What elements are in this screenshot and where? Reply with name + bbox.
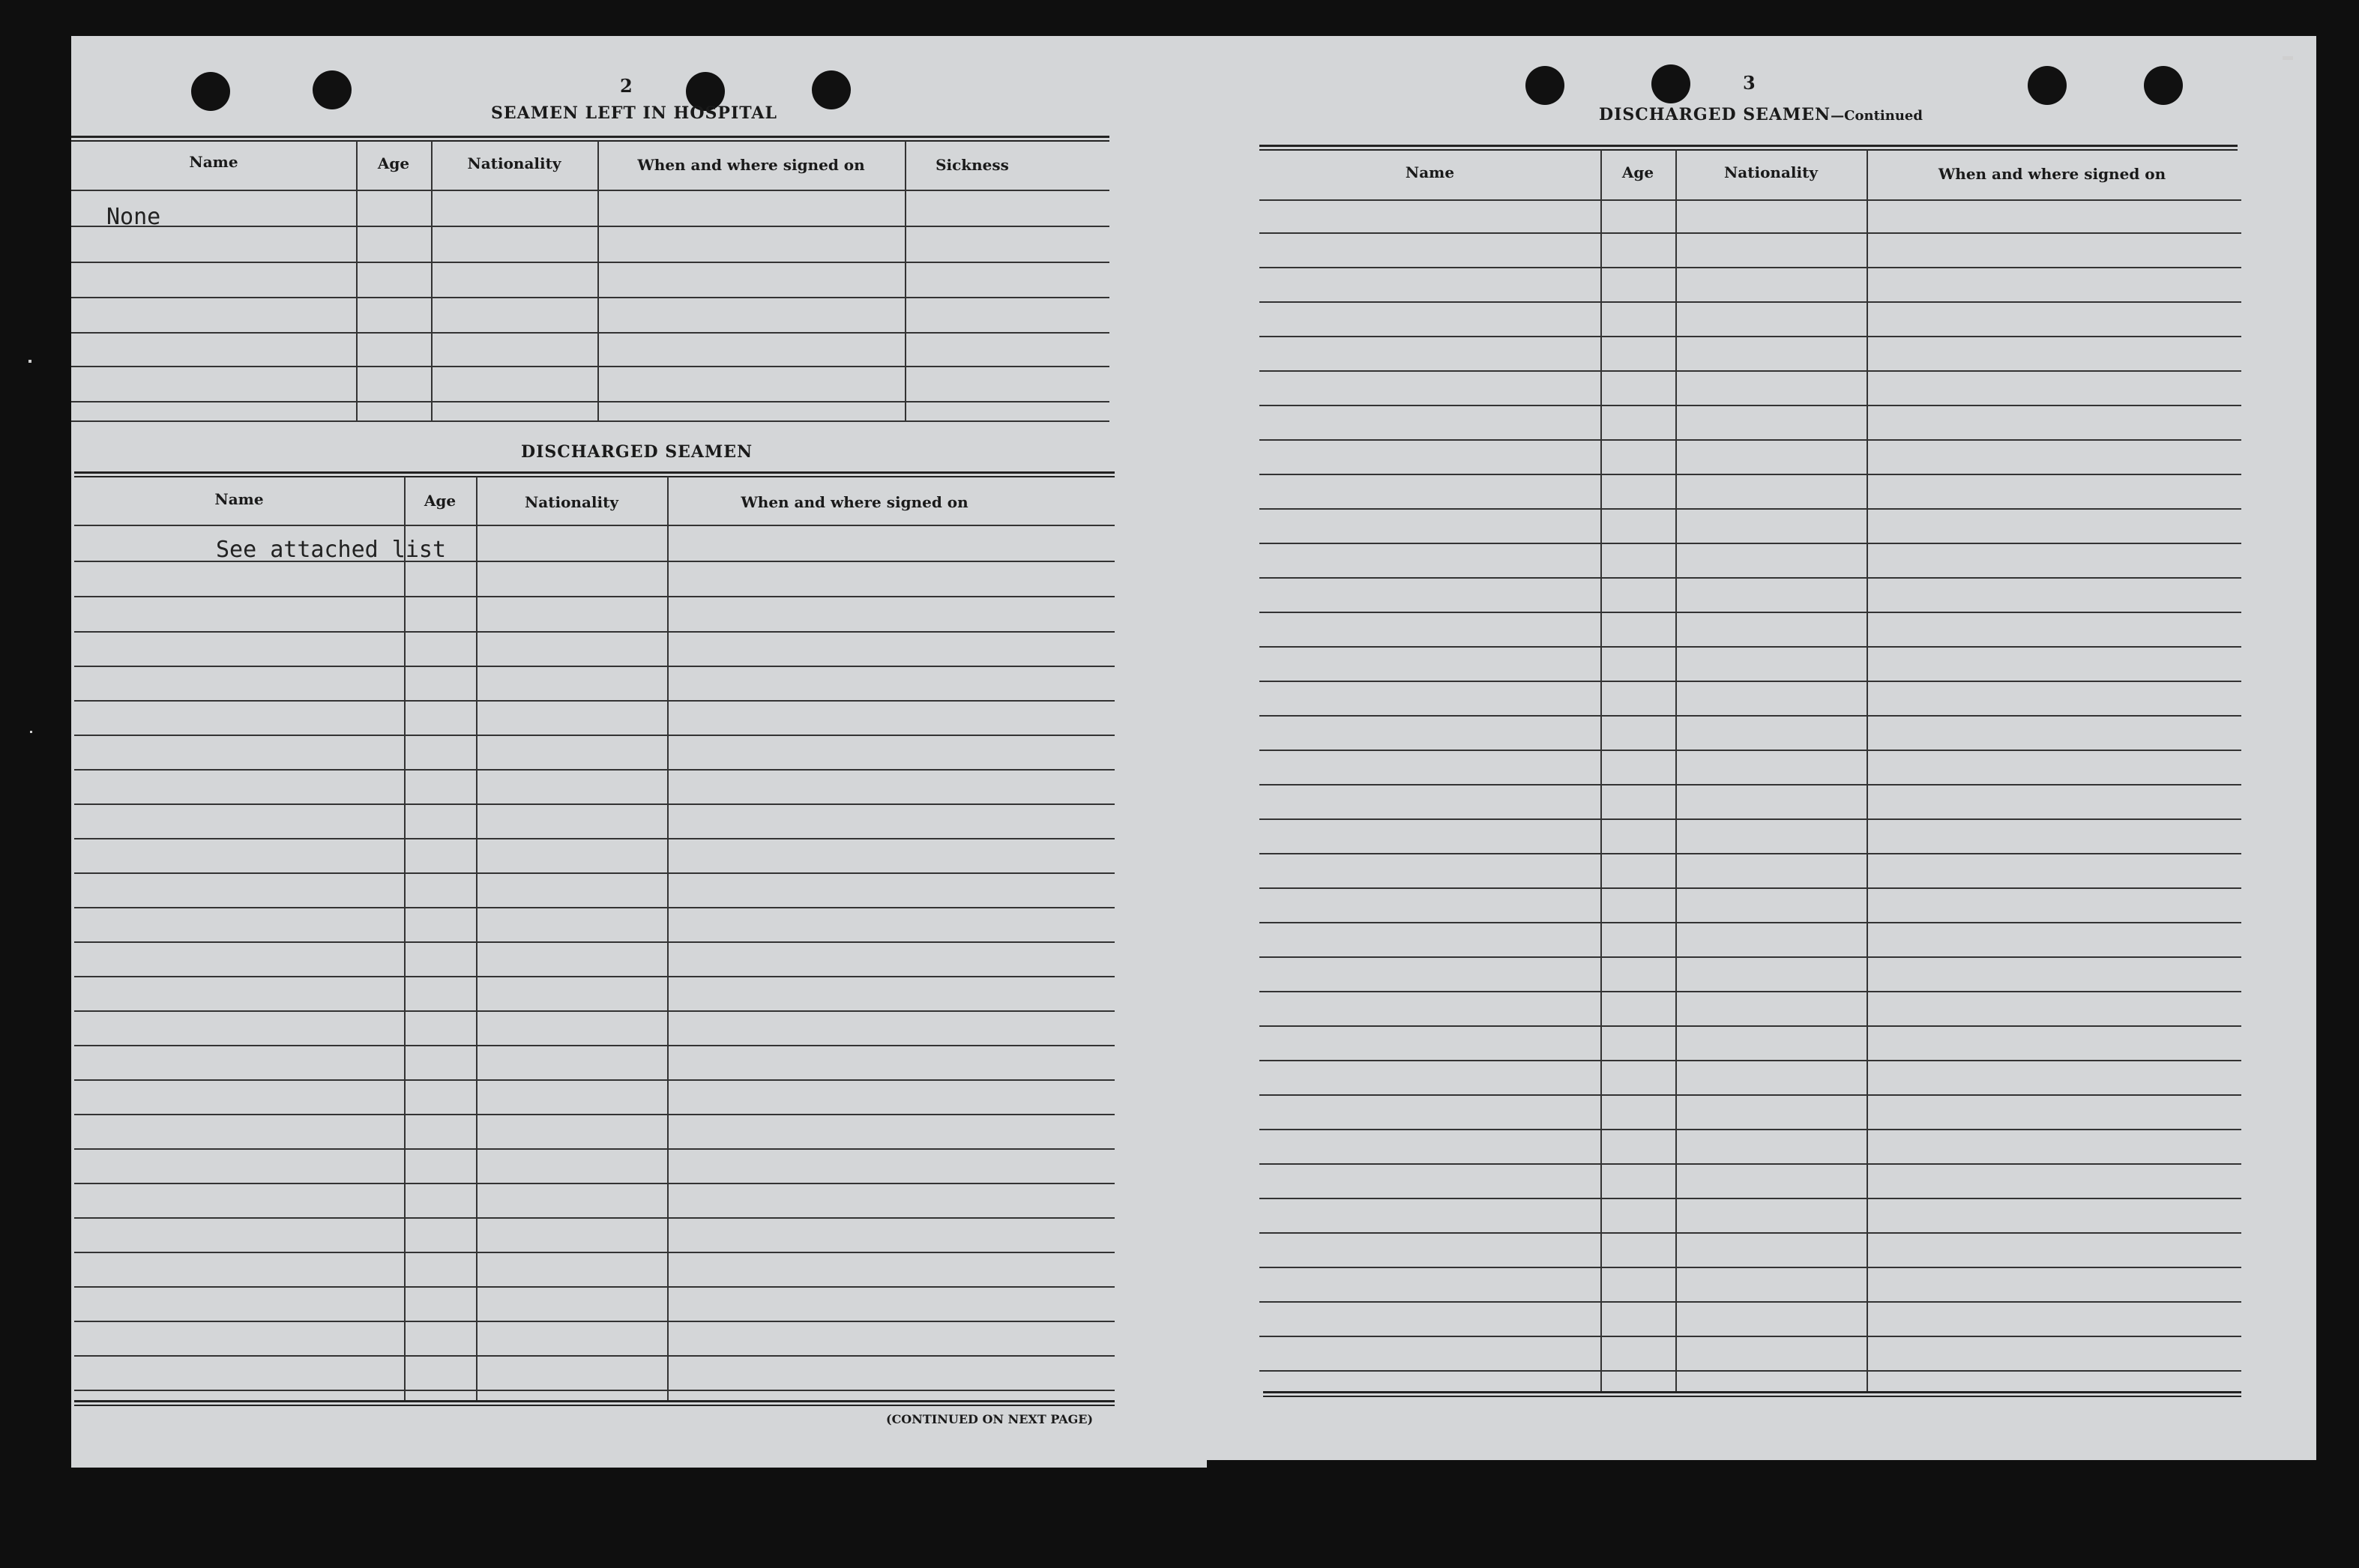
- row-line: [74, 631, 1115, 633]
- col-divider: [431, 141, 433, 420]
- row-line: [74, 1010, 1115, 1012]
- row-line: [1259, 715, 2241, 717]
- col-divider: [1675, 150, 1677, 1391]
- row-line: [1259, 750, 2241, 751]
- row-line: [74, 838, 1115, 839]
- hospital-section-title: SEAMEN LEFT IN HOSPITAL: [491, 103, 777, 123]
- row-line: [71, 401, 1109, 402]
- row-line: [1259, 1336, 2241, 1337]
- row-line: [1259, 199, 2241, 201]
- col-header-age: Age: [377, 154, 410, 172]
- row-line: [74, 769, 1115, 771]
- title-suffix: —Continued: [1831, 108, 1923, 124]
- col-divider: [476, 477, 477, 1400]
- row-line: [1259, 646, 2241, 648]
- row-line: [74, 976, 1115, 977]
- col-header-age: Age: [424, 492, 457, 510]
- col-divider: [597, 141, 599, 420]
- row-line: [71, 366, 1109, 367]
- right-page: [1207, 36, 2316, 1460]
- continued-note: (CONTINUED ON NEXT PAGE): [886, 1412, 1094, 1426]
- row-line: [1259, 577, 2241, 579]
- dust-speck: [2283, 56, 2293, 60]
- row-line: [74, 596, 1115, 597]
- row-line: [74, 1079, 1115, 1081]
- table-top-rule: [74, 471, 1115, 477]
- row-line: [1259, 1094, 2241, 1096]
- row-line: [1259, 784, 2241, 785]
- row-line: [74, 872, 1115, 874]
- col-header-nationality: Nationality: [525, 493, 618, 511]
- discharged-section-title: DISCHARGED SEAMEN: [521, 442, 753, 462]
- row-line: [1259, 1301, 2241, 1303]
- row-line: [1259, 853, 2241, 854]
- col-divider: [1867, 150, 1868, 1391]
- discharged-entry-name: See attached list: [216, 537, 447, 563]
- row-line: [1259, 543, 2241, 544]
- row-line: [74, 700, 1115, 702]
- row-line: [1259, 1198, 2241, 1199]
- col-header-sickness: Sickness: [936, 156, 1009, 174]
- binder-hole: [191, 72, 230, 111]
- row-line: [74, 1217, 1115, 1219]
- dust-speck: [28, 360, 31, 363]
- binder-hole: [1651, 64, 1690, 103]
- row-line: [71, 332, 1109, 334]
- table-bottom-rule: [74, 1400, 1115, 1406]
- page-number: 2: [620, 75, 633, 97]
- row-line: [74, 1183, 1115, 1184]
- row-line: [71, 297, 1109, 298]
- col-divider: [404, 477, 406, 1400]
- row-line: [74, 941, 1115, 943]
- row-line: [1259, 1060, 2241, 1061]
- row-line: [71, 262, 1109, 263]
- row-line: [74, 735, 1115, 736]
- row-line: [1259, 267, 2241, 268]
- table-bottom-rule: [71, 420, 1109, 422]
- binder-hole: [812, 70, 851, 109]
- row-line: [74, 1286, 1115, 1288]
- row-line: [74, 1045, 1115, 1046]
- col-divider: [356, 141, 358, 420]
- hospital-entry-name: None: [106, 204, 161, 230]
- page-number: 3: [1743, 72, 1756, 94]
- row-line: [1259, 681, 2241, 682]
- discharged-continued-title: [1599, 105, 1923, 124]
- row-line: [1259, 1129, 2241, 1130]
- row-line: [1259, 439, 2241, 441]
- binder-hole: [2144, 66, 2183, 105]
- left-page: [71, 36, 1207, 1468]
- table-top-rule: [1259, 145, 2238, 151]
- col-header-name: Name: [1405, 163, 1455, 181]
- row-line: [74, 1148, 1115, 1150]
- row-line: [1259, 508, 2241, 510]
- row-line: [74, 803, 1115, 805]
- row-line: [1259, 405, 2241, 406]
- row-line: [1259, 1267, 2241, 1268]
- row-line: [1259, 232, 2241, 234]
- row-line: [1259, 301, 2241, 303]
- row-line: [74, 1355, 1115, 1357]
- row-line: [1259, 474, 2241, 475]
- col-divider: [667, 477, 669, 1400]
- row-line: [74, 1252, 1115, 1253]
- row-line: [74, 666, 1115, 667]
- row-line: [1259, 887, 2241, 889]
- binder-hole: [1525, 66, 1564, 105]
- row-line: [74, 1114, 1115, 1115]
- col-header-name: Name: [189, 153, 238, 171]
- col-header-nationality: Nationality: [467, 154, 561, 172]
- row-line: [1259, 336, 2241, 337]
- row-line: [74, 1321, 1115, 1322]
- col-divider: [1600, 150, 1602, 1391]
- row-line: [74, 525, 1115, 526]
- col-header-signed-on: When and where signed on: [637, 156, 865, 174]
- table-top-rule: [71, 136, 1109, 142]
- col-header-signed-on: When and where signed on: [1938, 165, 2166, 183]
- row-line: [1259, 956, 2241, 958]
- dust-speck: [30, 731, 32, 733]
- col-header-nationality: Nationality: [1724, 163, 1818, 181]
- binder-hole: [2028, 66, 2067, 105]
- row-line: [74, 1390, 1115, 1391]
- row-line: [71, 226, 1109, 227]
- row-line: [1259, 370, 2241, 372]
- col-header-name: Name: [214, 490, 264, 508]
- row-line: [1259, 1163, 2241, 1165]
- row-line: [1259, 991, 2241, 992]
- row-line: [74, 907, 1115, 908]
- row-line: [1259, 612, 2241, 613]
- row-line: [1259, 922, 2241, 923]
- row-line: [1259, 1232, 2241, 1234]
- row-line: [71, 190, 1109, 191]
- title-main: DISCHARGED SEAMEN: [1599, 105, 1831, 124]
- row-line: [1259, 818, 2241, 820]
- col-header-age: Age: [1621, 163, 1654, 181]
- col-divider: [905, 141, 906, 420]
- table-bottom-rule: [1263, 1391, 2241, 1397]
- row-line: [1259, 1370, 2241, 1372]
- col-header-signed-on: When and where signed on: [741, 493, 968, 511]
- binder-hole: [313, 70, 352, 109]
- row-line: [1259, 1025, 2241, 1027]
